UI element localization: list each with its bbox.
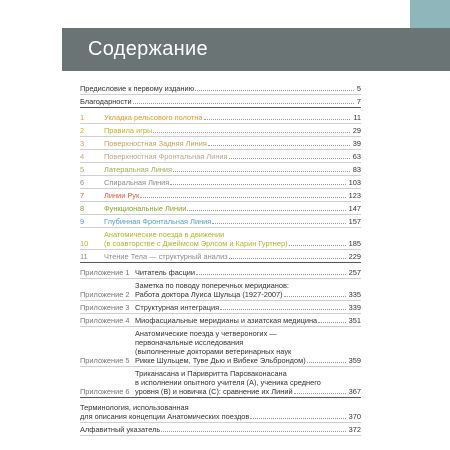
- entry-title: [104, 178, 361, 187]
- dot-leader: [212, 223, 345, 224]
- entry-title-lastline: [104, 113, 361, 122]
- chapter-number: 11: [80, 252, 88, 261]
- toc-entry-row: [80, 165, 361, 174]
- entry-title-lastline: [80, 97, 361, 106]
- entry-title-line: Линии Рук: [104, 191, 140, 200]
- toc-chapter-entry[interactable]: [80, 202, 361, 215]
- page-number: 367: [348, 387, 361, 396]
- entry-title: [135, 369, 361, 396]
- chapter-number: 5: [80, 165, 85, 174]
- appendix-label: Приложение 2: [80, 290, 130, 299]
- entry-title-lastline: [104, 217, 361, 226]
- entry-divider: [80, 262, 361, 263]
- chapter-number: 10: [80, 239, 89, 248]
- toc-chapter-entry[interactable]: [80, 137, 361, 150]
- page-number: 63: [352, 152, 361, 161]
- top-margin: [0, 0, 450, 28]
- toc-entry-row: [80, 217, 361, 226]
- entry-title-line: Анатомические поезда в движении: [104, 230, 225, 239]
- dot-leader: [187, 210, 345, 211]
- entry-title: [104, 113, 361, 122]
- toc-chapter-entry[interactable]: [80, 176, 361, 189]
- entry-title-line: Спиральная Линия: [104, 178, 170, 187]
- entry-title-line: Работа доктора Луиса Шульца (1927-2007): [135, 290, 283, 299]
- entry-title: [135, 303, 361, 312]
- toc-appendix-entry[interactable]: [80, 327, 361, 367]
- chapter-number: 6: [80, 178, 85, 187]
- toc-entry-row: [80, 230, 361, 248]
- entry-title-line: Миофасциальные меридианы и азиатская медицина: [135, 316, 318, 325]
- dot-leader: [289, 245, 346, 246]
- entry-title-line: Глубинная Фронтальная Линия: [104, 217, 212, 226]
- toc-entry-row: [80, 329, 361, 365]
- toc-chapter-entry[interactable]: [80, 189, 361, 202]
- dot-leader: [284, 296, 346, 297]
- dot-leader: [229, 258, 346, 259]
- entry-title: [104, 126, 361, 135]
- appendix-label: Приложение 5: [80, 356, 130, 365]
- toc-chapter-entry[interactable]: [80, 228, 361, 250]
- entry-title-line: Триканасана и Паривритта Парсваконасана: [135, 369, 287, 378]
- appendix-label: Приложение 6: [80, 387, 130, 396]
- chapter-number: 8: [80, 204, 85, 213]
- toc-entry[interactable]: [80, 401, 361, 423]
- page-number: 5: [356, 84, 361, 93]
- entry-title-lastline: [135, 303, 361, 312]
- entry-title: [135, 268, 361, 277]
- toc-entry[interactable]: [80, 95, 361, 108]
- entry-title: [135, 329, 361, 365]
- entry-title-lastline: [104, 239, 361, 248]
- entry-title-line: Заметка по поводу поперечных меридианов:: [135, 281, 289, 290]
- entry-title-line: Читатель фасции: [135, 268, 196, 277]
- entry-title: [104, 191, 361, 200]
- entry-title-lastline: [104, 126, 361, 135]
- entry-title-line: для описания концепции Анатомических поездов: [80, 412, 250, 421]
- toc-chapter-entry[interactable]: [80, 150, 361, 163]
- dot-leader: [173, 171, 350, 172]
- page-number: 335: [348, 290, 361, 299]
- dot-leader: [170, 184, 345, 185]
- toc-entry-row: [80, 252, 361, 261]
- dot-leader: [204, 119, 351, 120]
- toc-entry-row: [80, 191, 361, 200]
- entry-title-lastline: [135, 268, 361, 277]
- entry-title-line: Укладка рельсового полотна: [104, 113, 203, 122]
- toc-entry-row: [80, 303, 361, 312]
- toc-chapter-entry[interactable]: [80, 111, 361, 124]
- chapter-number: 1: [80, 113, 85, 122]
- entry-title-lastline: [135, 290, 361, 299]
- page-number: 11: [353, 113, 361, 122]
- toc-entry[interactable]: [80, 82, 361, 95]
- entry-title-line: Рикке Шульцем, Туве Дью и Вибеке Эльброндом): [135, 356, 306, 365]
- entry-title-lastline: [80, 412, 361, 421]
- page-title: Содержание: [88, 38, 208, 60]
- toc-appendix-entry[interactable]: [80, 301, 361, 314]
- entry-title-line: первоначальные исследования: [135, 338, 244, 347]
- entry-title-lastline: [135, 387, 361, 396]
- appendix-label: Приложение 1: [80, 268, 130, 277]
- entry-title-line: Терминология, использованная: [80, 403, 189, 412]
- toc-entry-row: [80, 178, 361, 187]
- entry-title-line: Латеральная Линия: [104, 165, 173, 174]
- entry-title-line: Функциональные Линии: [104, 204, 187, 213]
- toc-entry-row: [80, 268, 361, 277]
- page-number: 372: [348, 425, 361, 434]
- dot-leader: [294, 393, 346, 394]
- page-number: 339: [348, 303, 361, 312]
- entry-title-lastline: [80, 84, 361, 93]
- dot-leader: [318, 322, 345, 323]
- toc-chapter-entry[interactable]: [80, 250, 361, 263]
- page-number: 157: [348, 217, 361, 226]
- toc-entry-row: [80, 403, 361, 421]
- entry-title-line: Поверхностная Фронтальная Линия: [104, 152, 228, 161]
- entry-title: [80, 97, 361, 106]
- entry-title-lastline: [80, 425, 361, 434]
- page-number: 370: [348, 412, 361, 421]
- toc-chapter-entry[interactable]: [80, 215, 361, 228]
- entry-title: [135, 281, 361, 299]
- entry-title-line: Поверхностная Задняя Линия: [104, 139, 207, 148]
- toc-appendix-entry[interactable]: [80, 279, 361, 301]
- entry-title-lastline: [104, 178, 361, 187]
- entry-title: [104, 217, 361, 226]
- entry-divider: [80, 107, 361, 108]
- entry-title-line: Благодарности: [80, 97, 132, 106]
- dot-leader: [196, 274, 346, 275]
- dot-leader: [250, 418, 345, 419]
- dot-leader: [140, 197, 345, 198]
- toc-appendix-entry[interactable]: [80, 314, 361, 327]
- toc-entry-row: [80, 139, 361, 148]
- entry-title-lastline: [104, 191, 361, 200]
- dot-leader: [153, 132, 349, 133]
- toc-entry[interactable]: [80, 423, 361, 436]
- dot-leader: [195, 90, 354, 91]
- page-number: 39: [352, 139, 361, 148]
- chapter-number: 2: [80, 126, 85, 135]
- entry-title-lastline: [104, 152, 361, 161]
- dot-leader: [133, 103, 354, 104]
- dot-leader: [229, 158, 350, 159]
- chapter-number: 3: [80, 139, 85, 148]
- entry-title-line: Чтение Тела — структурный анализ: [104, 252, 228, 261]
- entry-title: [80, 403, 361, 421]
- entry-title: [104, 139, 361, 148]
- entry-title: [135, 316, 361, 325]
- entry-title: [104, 165, 361, 174]
- page-number: 257: [348, 268, 361, 277]
- entry-title-line: уровня (В) и новичка (С): сравнение их Линий: [135, 387, 293, 396]
- page-number: 7: [356, 97, 361, 106]
- entry-title-line: Правила игры: [104, 126, 153, 135]
- appendix-label: Приложение 4: [80, 316, 130, 325]
- entry-title: [80, 84, 361, 93]
- page-number: 83: [352, 165, 361, 174]
- entry-title: [104, 252, 361, 261]
- page-number: 29: [352, 126, 361, 135]
- toc-entry-row: [80, 425, 361, 434]
- entry-title-lastline: [135, 316, 361, 325]
- toc-entry-row: [80, 204, 361, 213]
- appendix-label: Приложение 3: [80, 303, 130, 312]
- entry-title: [104, 204, 361, 213]
- entry-title-line: Алфавитный указатель: [80, 425, 161, 434]
- entry-title-line: (выполненные докторами ветеринарных наук: [135, 347, 292, 356]
- toc-entry-row: [80, 316, 361, 325]
- chapter-number: 9: [80, 217, 85, 226]
- page-number: 351: [348, 316, 361, 325]
- chapter-number: 4: [80, 152, 85, 161]
- toc-appendix-entry[interactable]: [80, 266, 361, 279]
- entry-title-lastline: [135, 356, 361, 365]
- toc-chapter-entry[interactable]: [80, 163, 361, 176]
- entry-title-line: (в соавторстве с Джеймсом Эрлсом и Карин Гуртнер): [104, 239, 288, 248]
- toc-chapter-entry[interactable]: [80, 124, 361, 137]
- entry-divider: [80, 397, 361, 398]
- toc-entry-row: [80, 84, 361, 93]
- entry-title-line: Предисловие к первому изданию: [80, 84, 195, 93]
- page-number: 229: [348, 252, 361, 261]
- entry-title-lastline: [104, 204, 361, 213]
- page-number: 185: [348, 239, 361, 248]
- toc-entry-row: [80, 126, 361, 135]
- entry-title: [104, 152, 361, 161]
- dot-leader: [220, 309, 346, 310]
- entry-divider: [80, 435, 361, 436]
- chapter-number: 7: [80, 191, 85, 200]
- entry-title-lastline: [104, 252, 361, 261]
- table-of-contents: [80, 82, 361, 436]
- page-number: 359: [348, 356, 361, 365]
- dot-leader: [307, 362, 346, 363]
- page-number: 147: [348, 204, 361, 213]
- entry-title-line: Анатомические поезда у четвероногих —: [135, 329, 277, 338]
- toc-appendix-entry[interactable]: [80, 367, 361, 398]
- entry-title-lastline: [104, 139, 361, 148]
- toc-entry-row: [80, 97, 361, 106]
- dot-leader: [208, 145, 350, 146]
- entry-title: [104, 230, 361, 248]
- entry-title: [80, 425, 361, 434]
- toc-entry-row: [80, 152, 361, 161]
- toc-entry-row: [80, 369, 361, 396]
- entry-title-lastline: [104, 165, 361, 174]
- page-number: 103: [348, 178, 361, 187]
- entry-title-line: Структурная интеграция: [135, 303, 220, 312]
- dot-leader: [161, 431, 345, 432]
- page-number: 123: [348, 191, 361, 200]
- entry-title-line: в исполнении опытного учителя (А), ученика среднего: [135, 378, 321, 387]
- toc-entry-row: [80, 281, 361, 299]
- toc-entry-row: [80, 113, 361, 122]
